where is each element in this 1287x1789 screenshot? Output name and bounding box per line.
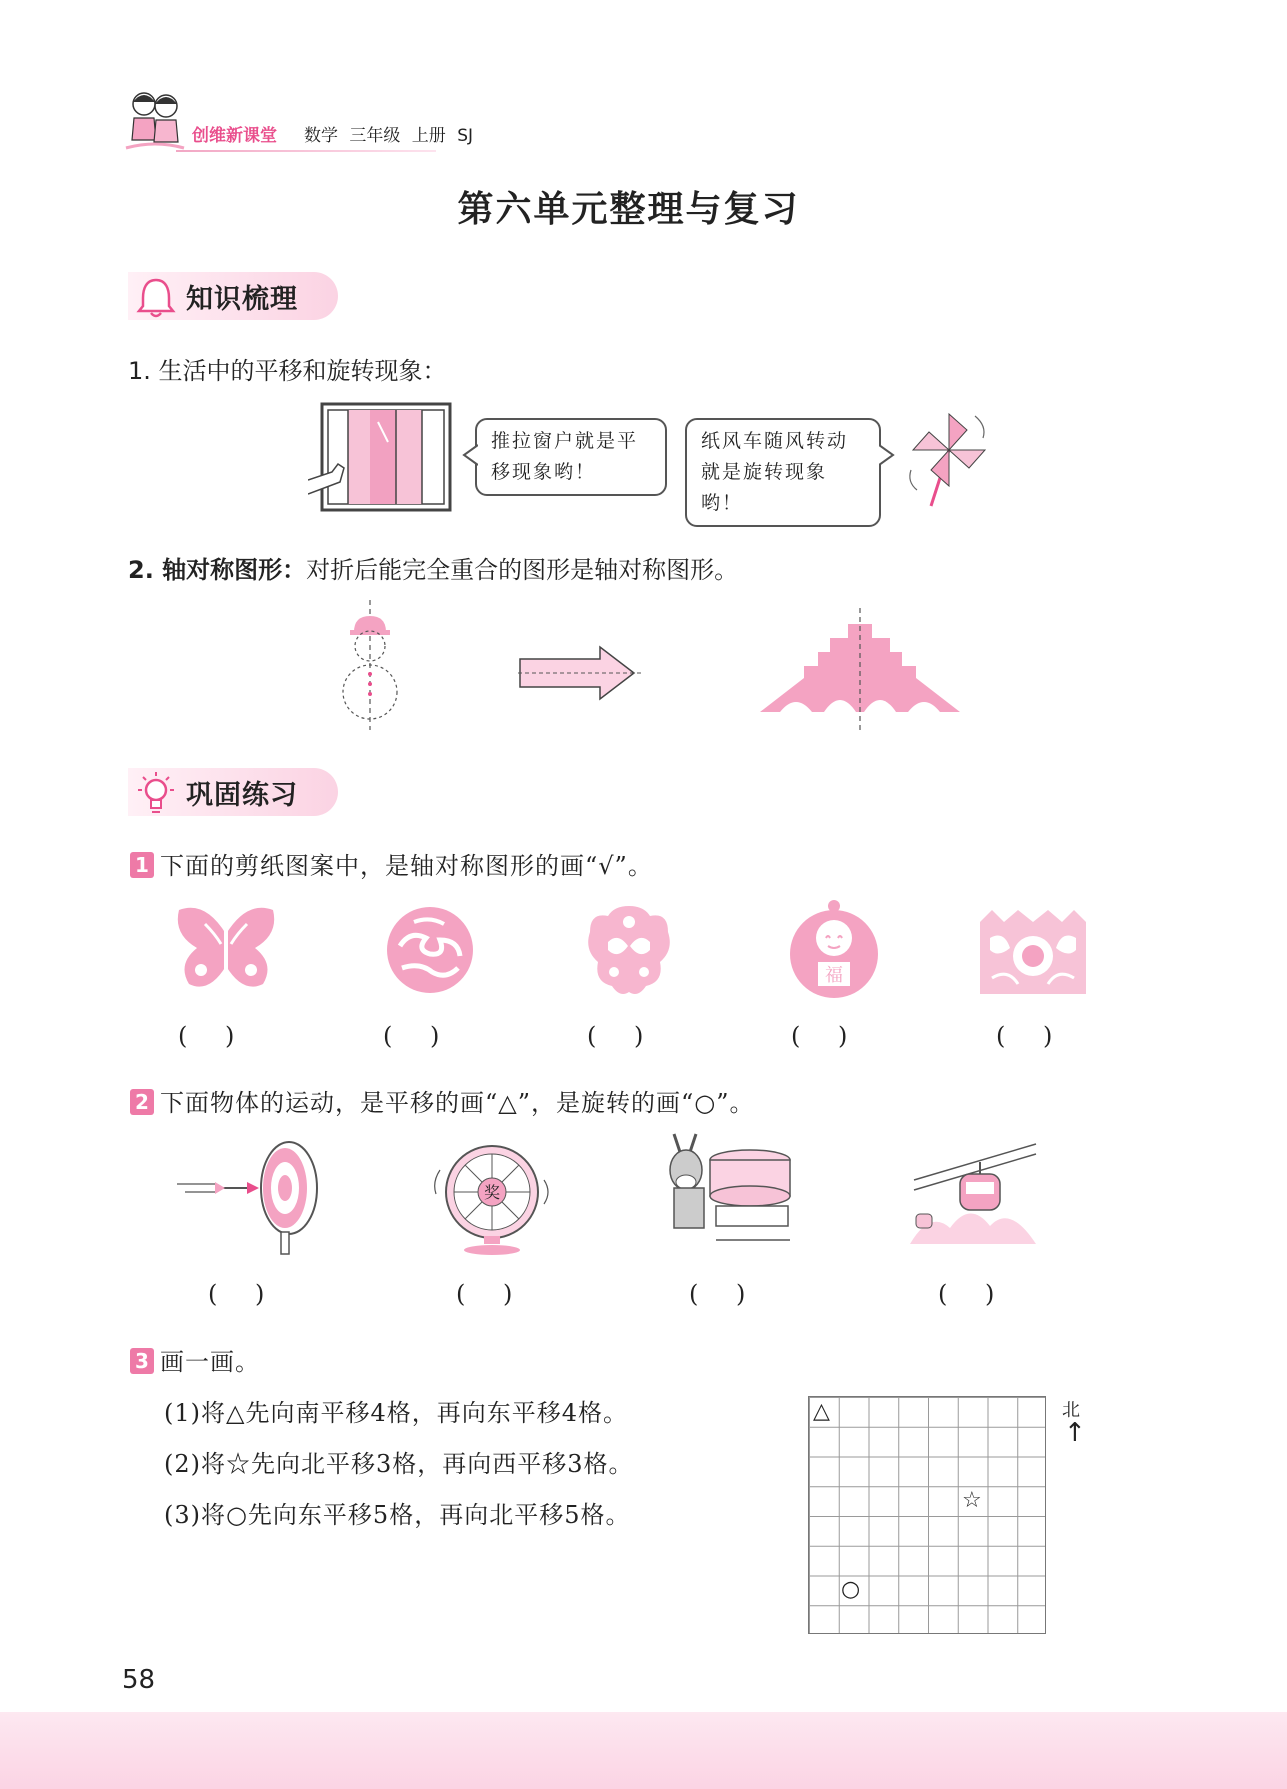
- grid-triangle: △: [813, 1399, 830, 1424]
- transform-arrow-icon: [518, 645, 643, 701]
- section-practice-badge: [128, 768, 338, 816]
- q3-sub-2: (2)将☆先向北平移3格，再向西平移3格。: [164, 1450, 634, 1478]
- fu-doll-papercut-icon: [788, 898, 880, 998]
- item2-text: 对折后能完全重合的图形是轴对称图形。: [306, 556, 739, 584]
- snowman-icon: [330, 600, 410, 730]
- question-1: [130, 846, 653, 881]
- flower-papercut-icon: [978, 908, 1088, 996]
- fish-papercut-icon: [584, 902, 674, 998]
- prize-wheel-center-label: 奖: [483, 1183, 501, 1202]
- footer-band: [0, 1712, 1287, 1789]
- bubble-right-tail-icon: [879, 443, 895, 467]
- butterfly-papercut-icon: [175, 904, 277, 994]
- cable-car-icon: [910, 1140, 1040, 1246]
- bubble-right-line-1: 纸风车随风转动: [701, 430, 849, 452]
- question-1-text: 下面的剪纸图案中，是轴对称图形的画“√”。: [160, 852, 653, 880]
- header-divider: [176, 150, 436, 152]
- question-1-number: 1: [130, 852, 154, 878]
- arrow-target-icon: [175, 1132, 325, 1256]
- q1-answer-blank-1[interactable]: ( ): [178, 1022, 235, 1050]
- question-2: [130, 1083, 754, 1118]
- speech-bubble-rotation: [685, 418, 881, 527]
- symmetric-building-icon: [760, 608, 960, 730]
- section-practice-title: 巩固练习: [186, 779, 298, 811]
- bubble-right-line-2: 就是旋转现象哟！: [701, 461, 828, 514]
- drawing-grid[interactable]: [808, 1396, 1046, 1634]
- section-knowledge-badge: [128, 272, 338, 320]
- q2-answer-blank-1[interactable]: ( ): [208, 1280, 265, 1308]
- page-number: 58: [122, 1665, 156, 1695]
- knowledge-item-2: [128, 550, 738, 585]
- q3-sub-3: (3)将○先向东平移5格，再向北平移5格。: [164, 1501, 631, 1529]
- page-title: 第六单元整理与复习: [457, 189, 800, 230]
- prize-wheel-icon: [430, 1140, 560, 1256]
- question-2-text: 下面物体的运动，是平移的画“△”，是旋转的画“○”。: [160, 1089, 755, 1117]
- bubble-left-tail-icon: [462, 443, 478, 467]
- q1-answer-blank-3[interactable]: ( ): [587, 1022, 644, 1050]
- north-arrow-icon: ↑: [1064, 1418, 1086, 1448]
- section-knowledge-title: 知识梳理: [186, 283, 298, 315]
- bubble-left-line-2: 移现象哟！: [491, 461, 597, 483]
- knowledge-item-1: 1. 生活中的平移和旋转现象：: [128, 357, 447, 385]
- q2-answer-blank-4[interactable]: ( ): [938, 1280, 995, 1308]
- question-3-number: 3: [130, 1348, 154, 1374]
- svg-text:福: 福: [825, 965, 843, 986]
- book-info: 数学 三年级 上册 SJ: [304, 126, 474, 146]
- grid-circle: ○: [841, 1577, 861, 1602]
- question-3: [130, 1342, 260, 1377]
- q1-answer-blank-2[interactable]: ( ): [383, 1022, 440, 1050]
- pinwheel-icon: [905, 408, 995, 508]
- north-label: 北: [1062, 1400, 1080, 1421]
- sliding-window-icon: [308, 402, 452, 514]
- q1-answer-blank-5[interactable]: ( ): [996, 1022, 1053, 1050]
- q3-sub-1: (1)将△先向南平移4格，再向东平移4格。: [164, 1399, 628, 1427]
- item2-label: 2. 轴对称图形：: [128, 556, 307, 584]
- brand-name: 创维新课堂: [192, 126, 277, 146]
- q1-answer-blank-4[interactable]: ( ): [791, 1022, 848, 1050]
- lightbulb-icon: [132, 770, 180, 818]
- speech-bubble-translation: [475, 418, 667, 496]
- grid-star: ☆: [962, 1488, 982, 1513]
- question-2-number: 2: [130, 1089, 154, 1115]
- q2-answer-blank-2[interactable]: ( ): [456, 1280, 513, 1308]
- donkey-millstone-icon: [660, 1130, 800, 1252]
- bell-icon: [132, 274, 180, 322]
- bubble-left-line-1: 推拉窗户就是平: [491, 430, 639, 452]
- cloud-disc-papercut-icon: [386, 906, 474, 994]
- question-3-text: 画一画。: [160, 1348, 260, 1376]
- q2-answer-blank-3[interactable]: ( ): [689, 1280, 746, 1308]
- kids-mascot-icon: [124, 88, 186, 154]
